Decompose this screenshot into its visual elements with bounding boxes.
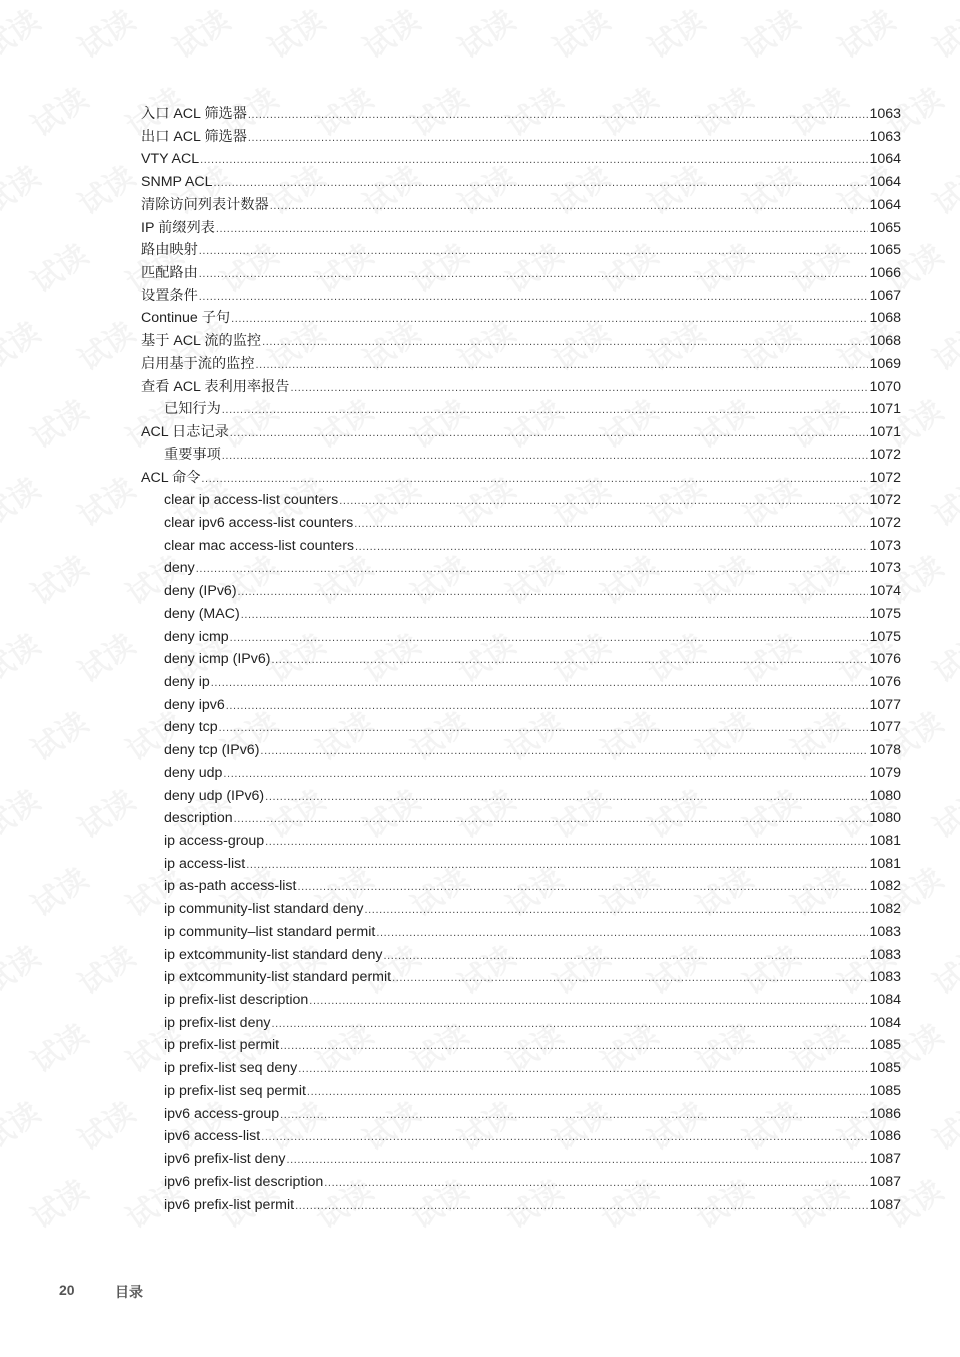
toc-entry-page[interactable]: 1064 xyxy=(869,151,901,168)
toc-entry[interactable] xyxy=(141,1103,901,1126)
toc-entry-page[interactable]: 1072 xyxy=(869,492,901,509)
dot-leader xyxy=(286,1149,868,1172)
toc-entry[interactable] xyxy=(141,285,901,308)
dot-leader xyxy=(211,672,869,695)
toc-entry-page[interactable]: 1070 xyxy=(869,378,901,395)
watermark-text xyxy=(0,465,47,535)
toc-entry-page[interactable]: 1066 xyxy=(869,265,901,282)
toc-entry-page[interactable]: 1071 xyxy=(869,424,901,441)
dot-leader xyxy=(270,195,869,218)
dot-leader xyxy=(241,604,869,627)
toc-entry-title[interactable]: ipv6 access-group xyxy=(164,1105,280,1122)
toc-entry-title[interactable]: 启用基于流的监控 xyxy=(141,355,255,372)
toc-entry-title[interactable]: ip prefix-list deny xyxy=(164,1014,271,1031)
toc-entry-page[interactable]: 1072 xyxy=(869,469,901,486)
toc-entry-title[interactable]: deny tcp xyxy=(164,719,218,736)
toc-entry-page[interactable]: 1069 xyxy=(869,355,901,372)
toc-entry-title[interactable]: 清除访问列表计数器 xyxy=(141,196,269,213)
toc-entry-title[interactable]: deny (MAC) xyxy=(164,605,240,622)
watermark-text xyxy=(923,465,960,535)
toc-entry-title[interactable]: deny udp (IPv6) xyxy=(164,787,265,804)
toc-entry[interactable] xyxy=(141,421,901,444)
watermark-text xyxy=(448,0,522,67)
dot-leader xyxy=(271,1013,868,1036)
watermark-text xyxy=(68,1089,142,1159)
toc-entry-page[interactable]: 1063 xyxy=(869,128,901,145)
toc-entry-title[interactable]: deny icmp xyxy=(164,628,229,645)
dot-leader xyxy=(219,717,869,740)
dot-leader xyxy=(383,945,868,968)
toc-entry-page[interactable]: 1083 xyxy=(869,946,901,963)
dot-leader xyxy=(376,922,868,945)
toc-entry-page[interactable]: 1068 xyxy=(869,310,901,327)
dot-leader xyxy=(297,876,868,899)
toc-entry-title[interactable]: ip prefix-list description xyxy=(164,992,309,1009)
dot-leader xyxy=(262,331,868,354)
toc-entry-title[interactable]: 重要事项 xyxy=(164,446,221,463)
toc-entry-page[interactable]: 1063 xyxy=(869,106,901,122)
toc-entry-title[interactable]: clear mac access-list counters xyxy=(164,537,355,554)
dot-leader xyxy=(295,1195,868,1218)
watermark-text xyxy=(68,309,142,379)
toc-entry-title[interactable]: deny tcp (IPv6) xyxy=(164,742,260,759)
watermark-text xyxy=(923,777,960,847)
toc-entry-page[interactable]: 1076 xyxy=(869,673,901,690)
toc-entry-title[interactable]: ipv6 prefix-list permit xyxy=(164,1196,295,1213)
watermark-text xyxy=(828,0,902,67)
toc-entry[interactable] xyxy=(141,194,901,217)
watermark-text xyxy=(68,465,142,535)
page-number: 20 xyxy=(59,1282,75,1298)
toc-entry[interactable] xyxy=(141,1057,901,1080)
watermark-text xyxy=(733,0,807,67)
toc-entry-page[interactable]: 1084 xyxy=(869,1014,901,1031)
toc-entry-title[interactable]: ip community-list standard deny xyxy=(164,901,364,918)
dot-leader xyxy=(298,1058,868,1081)
toc-entry-page[interactable]: 1071 xyxy=(869,401,901,418)
watermark-text xyxy=(68,0,142,67)
dot-leader xyxy=(265,786,868,809)
toc-entry-title[interactable]: ip prefix-list seq permit xyxy=(164,1082,306,1099)
dot-leader xyxy=(196,558,869,581)
watermark-text xyxy=(0,621,47,691)
toc-entry[interactable] xyxy=(141,376,901,399)
watermark-text xyxy=(638,0,712,67)
toc-entry-title[interactable]: ACL 命令 xyxy=(141,469,201,486)
watermark-text xyxy=(21,1011,95,1081)
toc-entry[interactable] xyxy=(141,580,901,603)
watermark-text xyxy=(21,75,95,145)
toc-entry-page[interactable]: 1084 xyxy=(869,992,901,1009)
dot-leader xyxy=(200,149,868,172)
toc-entry-page[interactable]: 1064 xyxy=(869,174,901,191)
dot-leader xyxy=(216,218,869,241)
toc-entry-page[interactable]: 1072 xyxy=(869,446,901,463)
toc-entry-title[interactable]: ip prefix-list seq deny xyxy=(164,1060,298,1077)
dot-leader xyxy=(271,649,868,672)
toc-entry-page[interactable]: 1080 xyxy=(869,787,901,804)
watermark-text xyxy=(0,933,47,1003)
toc-entry-page[interactable]: 1075 xyxy=(869,628,901,645)
toc-entry-page[interactable]: 1087 xyxy=(869,1151,901,1168)
toc-entry-title[interactable]: ip as-path access-list xyxy=(164,878,297,895)
dot-leader xyxy=(261,1126,868,1149)
toc-entry-title[interactable]: IP 前缀列表 xyxy=(141,219,215,236)
dot-leader xyxy=(324,1172,868,1195)
toc-entry-page[interactable]: 1068 xyxy=(869,333,901,350)
table-of-contents xyxy=(141,103,901,1216)
toc-entry[interactable] xyxy=(141,467,901,490)
dot-leader xyxy=(290,377,868,400)
dot-leader xyxy=(199,240,869,263)
toc-entry[interactable] xyxy=(141,1125,901,1148)
watermark-text xyxy=(923,621,960,691)
toc-entry-page[interactable]: 1085 xyxy=(869,1060,901,1077)
toc-entry-title[interactable]: ip extcommunity-list standard permit xyxy=(164,969,392,986)
toc-entry-title[interactable]: 路由映射 xyxy=(141,242,198,259)
dot-leader xyxy=(230,422,869,445)
watermark-text xyxy=(68,933,142,1003)
toc-entry-title[interactable]: deny (IPv6) xyxy=(164,583,237,600)
toc-entry-page[interactable]: 1082 xyxy=(869,878,901,895)
toc-entry-title[interactable]: deny xyxy=(164,560,195,577)
toc-entry-title[interactable]: ACL 日志记录 xyxy=(141,424,229,441)
toc-entry-title[interactable]: ipv6 access-list xyxy=(164,1128,261,1145)
watermark-text xyxy=(258,0,332,67)
dot-leader xyxy=(238,581,869,604)
toc-entry-title[interactable]: Continue 子句 xyxy=(141,310,231,327)
toc-entry-page[interactable]: 1075 xyxy=(869,605,901,622)
toc-entry[interactable] xyxy=(141,1012,901,1035)
dot-leader xyxy=(248,104,869,127)
toc-entry[interactable] xyxy=(141,171,901,194)
watermark-text xyxy=(68,153,142,223)
toc-entry[interactable] xyxy=(141,330,901,353)
toc-entry-page[interactable]: 1077 xyxy=(869,719,901,736)
toc-entry[interactable] xyxy=(141,944,901,967)
toc-entry-title[interactable]: ip community–list standard permit xyxy=(164,923,376,940)
toc-entry-page[interactable]: 1064 xyxy=(869,196,901,213)
toc-entry[interactable] xyxy=(141,830,901,853)
dot-leader xyxy=(365,899,869,922)
toc-entry-page[interactable]: 1083 xyxy=(869,923,901,940)
dot-leader xyxy=(280,1035,868,1058)
toc-entry[interactable] xyxy=(141,489,901,512)
toc-entry-page[interactable]: 1077 xyxy=(869,696,901,713)
watermark-text xyxy=(21,231,95,301)
toc-entry-page[interactable]: 1085 xyxy=(869,1082,901,1099)
toc-entry-page[interactable]: 1079 xyxy=(869,764,901,781)
toc-entry[interactable] xyxy=(141,217,901,240)
watermark-text xyxy=(923,1089,960,1159)
watermark-text xyxy=(0,309,47,379)
toc-entry[interactable] xyxy=(141,444,901,467)
toc-entry-page[interactable]: 1072 xyxy=(869,514,901,531)
toc-entry-title[interactable]: description xyxy=(164,810,233,827)
toc-entry-title[interactable]: 出口 ACL 筛选器 xyxy=(141,128,247,145)
dot-leader xyxy=(339,490,868,513)
watermark-text xyxy=(68,621,142,691)
toc-entry[interactable] xyxy=(141,694,901,717)
toc-entry[interactable] xyxy=(141,148,901,171)
dot-leader xyxy=(199,286,869,309)
toc-entry-page[interactable]: 1082 xyxy=(869,901,901,918)
dot-leader xyxy=(248,127,869,150)
toc-entry-title[interactable]: 已知行为 xyxy=(164,401,221,418)
toc-entry-title[interactable]: 匹配路由 xyxy=(141,265,198,282)
toc-entry[interactable] xyxy=(141,239,901,262)
toc-entry-page[interactable]: 1076 xyxy=(869,651,901,668)
toc-entry[interactable] xyxy=(141,1148,901,1171)
watermark-text xyxy=(21,699,95,769)
toc-entry-title[interactable]: ip access-list xyxy=(164,855,246,872)
watermark-text xyxy=(0,153,47,223)
watermark-text xyxy=(21,387,95,457)
toc-entry-title[interactable]: ip prefix-list permit xyxy=(164,1037,280,1054)
toc-entry-title[interactable]: ip access-group xyxy=(164,833,265,849)
dot-leader xyxy=(223,763,868,786)
toc-entry-page[interactable]: 1086 xyxy=(869,1105,901,1122)
toc-entry-page[interactable]: 1083 xyxy=(869,969,901,986)
toc-entry-page[interactable]: 1081 xyxy=(869,833,901,849)
dot-leader xyxy=(231,308,868,331)
toc-entry-page[interactable]: 1067 xyxy=(869,287,901,304)
toc-entry[interactable] xyxy=(141,807,901,830)
toc-entry[interactable] xyxy=(141,762,901,785)
toc-entry[interactable] xyxy=(141,626,901,649)
toc-entry-title[interactable]: ipv6 prefix-list description xyxy=(164,1173,324,1190)
toc-entry-page[interactable]: 1065 xyxy=(869,219,901,236)
dot-leader xyxy=(230,627,869,650)
toc-entry[interactable] xyxy=(141,557,901,580)
toc-entry-page[interactable]: 1086 xyxy=(869,1128,901,1145)
dot-leader xyxy=(354,513,868,536)
toc-entry[interactable] xyxy=(141,921,901,944)
dot-leader xyxy=(256,354,869,377)
watermark-text xyxy=(68,777,142,847)
toc-entry[interactable] xyxy=(141,739,901,762)
toc-entry[interactable] xyxy=(141,648,901,671)
toc-entry[interactable] xyxy=(141,1194,901,1217)
toc-entry-page[interactable]: 1087 xyxy=(869,1196,901,1213)
watermark-text xyxy=(163,0,237,67)
dot-leader xyxy=(226,695,869,718)
toc-entry-title[interactable]: 基于 ACL 流的监控 xyxy=(141,333,262,350)
watermark-text xyxy=(923,933,960,1003)
toc-entry[interactable] xyxy=(141,398,901,421)
dot-leader xyxy=(234,808,869,831)
toc-entry[interactable] xyxy=(141,126,901,149)
toc-entry-page[interactable]: 1080 xyxy=(869,810,901,827)
toc-entry-page[interactable]: 1073 xyxy=(869,537,901,554)
dot-leader xyxy=(222,399,869,422)
watermark-text xyxy=(0,0,47,67)
toc-entry-title[interactable]: VTY ACL xyxy=(141,151,200,168)
toc-entry[interactable] xyxy=(141,898,901,921)
toc-entry-title[interactable]: clear ip access-list counters xyxy=(164,492,339,509)
toc-entry[interactable] xyxy=(141,1034,901,1057)
toc-entry-page[interactable]: 1065 xyxy=(869,242,901,259)
watermark-text xyxy=(923,309,960,379)
toc-entry-page[interactable]: 1078 xyxy=(869,742,901,759)
toc-entry-title[interactable]: deny udp xyxy=(164,764,223,781)
dot-leader xyxy=(307,1081,869,1104)
dot-leader xyxy=(355,536,868,559)
toc-entry[interactable] xyxy=(141,1171,901,1194)
watermark-text xyxy=(923,153,960,223)
watermark-text xyxy=(21,1167,95,1237)
toc-entry-title[interactable]: ipv6 prefix-list deny xyxy=(164,1151,286,1168)
dot-leader xyxy=(280,1104,868,1127)
toc-entry-page[interactable]: 1087 xyxy=(869,1173,901,1190)
toc-entry[interactable] xyxy=(141,875,901,898)
toc-entry[interactable] xyxy=(141,512,901,535)
dot-leader xyxy=(392,967,868,990)
footer-section-title: 目录 xyxy=(115,1284,143,1300)
toc-entry[interactable] xyxy=(141,1080,901,1103)
dot-leader xyxy=(201,468,868,491)
toc-entry-page[interactable]: 1074 xyxy=(869,583,901,600)
watermark-text xyxy=(0,777,47,847)
watermark-text xyxy=(21,543,95,613)
dot-leader xyxy=(309,990,868,1013)
toc-entry-page[interactable]: 1085 xyxy=(869,1037,901,1054)
dot-leader xyxy=(222,445,869,468)
watermark-text xyxy=(543,0,617,67)
watermark-text xyxy=(21,855,95,925)
toc-entry-page[interactable]: 1073 xyxy=(869,560,901,577)
toc-entry-page[interactable]: 1081 xyxy=(869,855,901,872)
toc-entry[interactable] xyxy=(141,353,901,376)
toc-entry[interactable] xyxy=(141,716,901,739)
dot-leader xyxy=(214,172,869,195)
toc-entry[interactable] xyxy=(141,307,901,330)
toc-entry-title[interactable]: deny icmp (IPv6) xyxy=(164,651,271,668)
watermark-text xyxy=(0,1089,47,1159)
toc-entry[interactable] xyxy=(141,853,901,876)
toc-entry[interactable] xyxy=(141,535,901,558)
toc-entry[interactable] xyxy=(141,103,901,126)
dot-leader xyxy=(246,854,868,877)
toc-entry[interactable] xyxy=(141,262,901,285)
dot-leader xyxy=(260,740,868,763)
toc-entry-title[interactable]: 入口 ACL 筛选器 xyxy=(141,106,247,122)
toc-entry[interactable] xyxy=(141,966,901,989)
toc-entry[interactable] xyxy=(141,671,901,694)
toc-entry-title[interactable]: 设置条件 xyxy=(141,287,198,304)
toc-entry-title[interactable]: ip extcommunity-list standard deny xyxy=(164,946,383,963)
watermark-text xyxy=(353,0,427,67)
dot-leader xyxy=(265,831,868,854)
toc-entry-title[interactable]: deny ip xyxy=(164,673,210,690)
toc-entry[interactable] xyxy=(141,989,901,1012)
toc-entry[interactable] xyxy=(141,603,901,626)
dot-leader xyxy=(199,263,869,286)
toc-entry[interactable] xyxy=(141,785,901,808)
page-footer xyxy=(59,1282,143,1302)
toc-entry-title[interactable]: SNMP ACL xyxy=(141,174,213,191)
watermark-text xyxy=(923,0,960,67)
toc-entry-title[interactable]: 查看 ACL 表利用率报告 xyxy=(141,378,290,395)
toc-entry-title[interactable]: clear ipv6 access-list counters xyxy=(164,514,354,531)
toc-entry-title[interactable]: deny ipv6 xyxy=(164,696,225,713)
